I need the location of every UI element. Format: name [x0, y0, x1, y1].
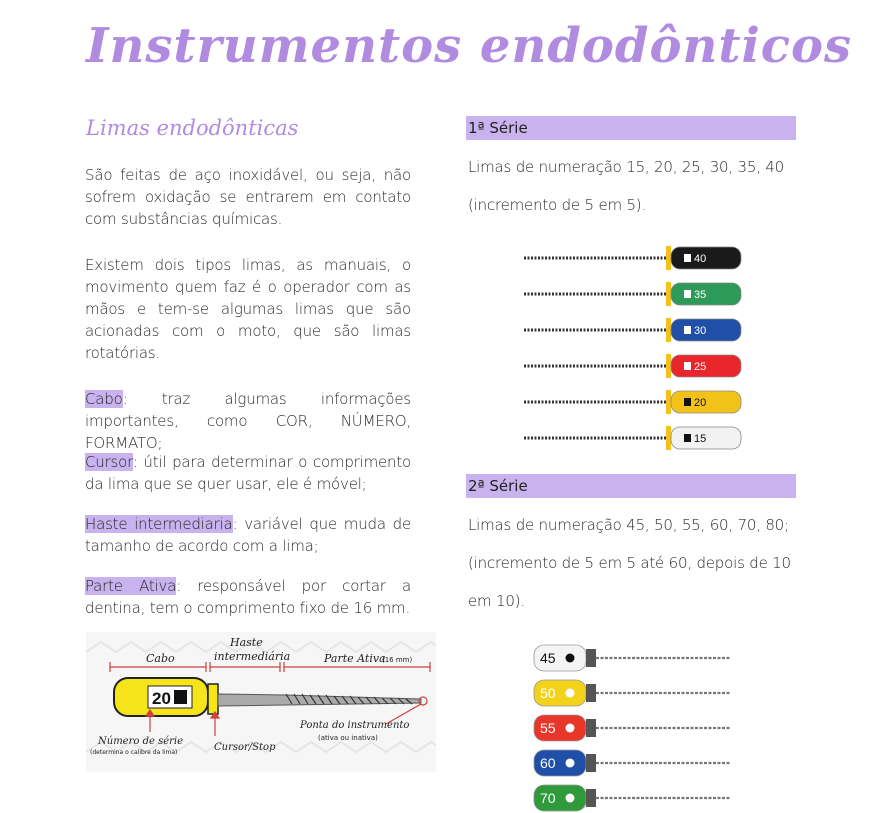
paragraph-material: São feitas de aço inoxidável, ou seja, não sofrem oxidação se entrarem em contato com substâncias químicas. [85, 166, 411, 228]
label-parte-ativa: Parte Ativa [324, 652, 386, 665]
label-numero-serie-sub: (determina o calibre da lima) [90, 749, 178, 756]
label-parte-ativa-mm: (16 mm) [382, 656, 413, 664]
serie1-file-label: 30 [694, 325, 707, 337]
serie2-file-55 [534, 715, 730, 741]
text-parte-ativa: : responsável por cortar a dentina, tem o comprimento fixo de 16 mm. [85, 577, 411, 617]
serie2-file-label: 70 [540, 790, 556, 806]
handle-square [174, 690, 187, 704]
serie1-file-30 [524, 318, 741, 342]
serie1-file-40 [524, 246, 741, 270]
handle-number: 20 [152, 689, 171, 708]
serie2-line1: Limas de numeração 45, 50, 55, 60, 70, 80; [468, 516, 789, 534]
paragraph-parte-ativa [85, 575, 411, 619]
paragraph-cursor [85, 451, 411, 495]
serie2-file-label: 60 [540, 755, 556, 771]
serie2-line3: em 10). [468, 592, 525, 610]
serie2-file-label: 50 [540, 685, 556, 701]
serie1-file-label: 15 [694, 433, 707, 445]
serie2-file-label: 45 [540, 650, 556, 666]
label-cabo: Cabo [146, 652, 175, 665]
serie1-file-15 [524, 426, 741, 450]
label-haste-2: intermediária [214, 650, 291, 663]
term-haste: Haste intermediaria [85, 515, 233, 533]
serie2-text [468, 506, 798, 620]
paragraph-types: Existem dois tipos limas, as manuais, o movimento quem faz é o operador com as mãos e tem-se algumas limas que são acionadas com o moto, que são limas rotatórias. [85, 256, 411, 362]
serie1-files [520, 242, 750, 452]
serie1-line2: (incremento de 5 em 5). [468, 196, 647, 214]
serie2-file-50 [534, 680, 730, 706]
serie1-file-label: 35 [694, 289, 707, 301]
paragraph-cabo [85, 388, 411, 454]
serie2-file-label: 55 [540, 720, 556, 736]
file-anatomy-diagram [86, 632, 436, 772]
serie2-line2: (incremento de 5 em 5 até 60, depois de 10 [468, 554, 791, 572]
serie2-header: 2ª Série [466, 474, 796, 498]
term-cabo: Cabo [85, 390, 123, 408]
paragraph-haste [85, 513, 411, 557]
label-haste-1: Haste [230, 636, 263, 649]
serie1-text [468, 148, 798, 224]
label-numero-serie: Número de série [98, 736, 184, 747]
section-subtitle: Limas endodônticas [86, 116, 299, 140]
term-cursor: Cursor [85, 453, 133, 471]
label-ponta-sub: (ativa ou inativa) [318, 734, 378, 742]
serie1-header: 1ª Série [466, 116, 796, 140]
page-title: Instrumentos endodônticos [86, 18, 853, 74]
serie1-file-label: 25 [694, 361, 707, 373]
term-parte-ativa: Parte Ativa [85, 577, 177, 595]
serie1-file-20 [524, 390, 741, 414]
serie1-file-label: 20 [694, 397, 707, 409]
serie1-file-label: 40 [694, 253, 707, 265]
serie1-file-35 [524, 282, 741, 306]
serie2-file-70 [534, 785, 730, 811]
text-cabo: : traz algumas informações importantes, como COR, NÚMERO, FORMATO; [85, 390, 411, 452]
serie2-files [530, 640, 740, 813]
text-cursor: : útil para determinar o comprimento da lima que se quer usar, ele é móvel; [85, 453, 411, 493]
serie2-file-60 [534, 750, 730, 776]
serie1-file-25 [524, 354, 741, 378]
label-cursor-stop: Cursor/Stop [214, 742, 276, 753]
text-haste: : variável que muda de tamanho de acordo com a lima; [85, 515, 411, 555]
serie1-line1: Limas de numeração 15, 20, 25, 30, 35, 40 [468, 158, 785, 176]
label-ponta: Ponta do instrumento [300, 720, 410, 731]
serie2-file-45 [534, 645, 730, 671]
